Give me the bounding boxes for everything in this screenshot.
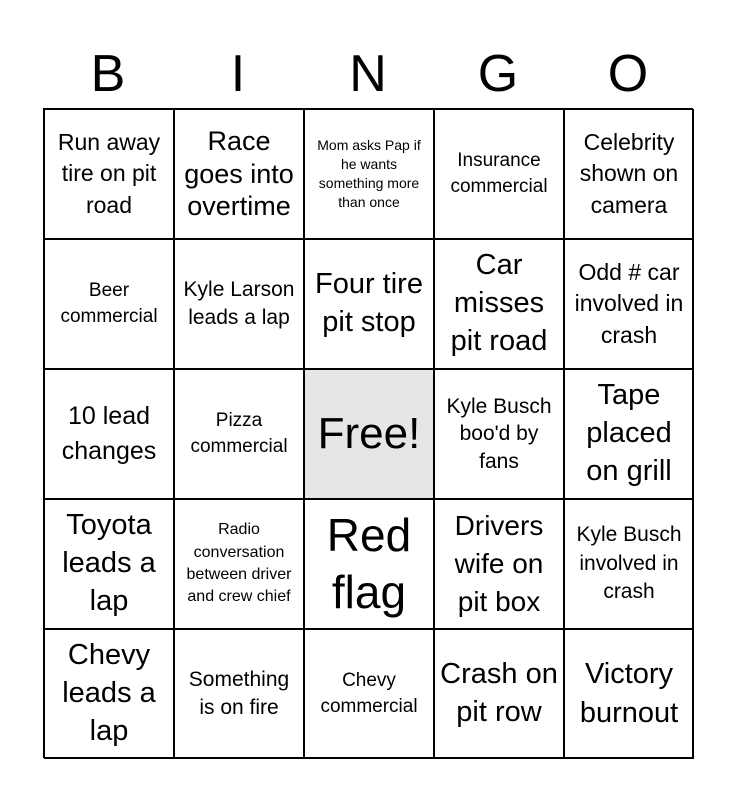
- bingo-cell-text: Drivers wife on pit box: [454, 510, 544, 617]
- bingo-cell-text: Run away tire on pit road: [57, 129, 161, 218]
- bingo-cell-text: Radio conversation between driver and crew chief: [186, 521, 292, 606]
- bingo-cell-text: Something is on fire: [188, 667, 290, 719]
- bingo-cell-text: Odd # car involved in crash: [574, 259, 684, 348]
- bingo-cell-text: Kyle Busch involved in crash: [576, 523, 682, 604]
- bingo-cell[interactable]: [44, 629, 174, 759]
- bingo-cell[interactable]: [434, 109, 564, 239]
- bingo-cell[interactable]: [434, 369, 564, 499]
- bingo-cell[interactable]: [174, 499, 304, 629]
- header-letter-g: G: [477, 45, 519, 103]
- bingo-cell-text: Mom asks Pap if he wants something more than once: [317, 137, 421, 210]
- bingo-cell[interactable]: [174, 109, 304, 239]
- bingo-cell-text: Toyota leads a lap: [62, 509, 156, 617]
- bingo-cell-text: Red flag: [326, 508, 412, 618]
- header-letter-b: B: [90, 45, 126, 103]
- bingo-cell[interactable]: [44, 369, 174, 499]
- bingo-cell[interactable]: [304, 499, 434, 629]
- bingo-header: [43, 40, 693, 108]
- bingo-cell[interactable]: [304, 109, 434, 239]
- bingo-cell[interactable]: [564, 369, 694, 499]
- bingo-cell[interactable]: [564, 239, 694, 369]
- bingo-cell[interactable]: [564, 629, 694, 759]
- header-letter-n: N: [349, 45, 387, 103]
- bingo-cell-text: Celebrity shown on camera: [579, 129, 679, 218]
- bingo-cell[interactable]: [434, 239, 564, 369]
- bingo-cell[interactable]: [304, 239, 434, 369]
- free-space-cell[interactable]: [304, 369, 434, 499]
- header-letter-i: I: [230, 45, 246, 103]
- bingo-cell[interactable]: [564, 499, 694, 629]
- bingo-cell-text: 10 lead changes: [61, 402, 157, 465]
- bingo-cell[interactable]: [174, 369, 304, 499]
- bingo-cell-text: Chevy commercial: [320, 670, 418, 717]
- bingo-cell-text: Tape placed on grill: [586, 379, 672, 487]
- bingo-cell[interactable]: [174, 239, 304, 369]
- header-letter-o: O: [607, 45, 649, 103]
- bingo-cell-text: Chevy leads a lap: [62, 639, 156, 747]
- bingo-cell-text: Kyle Busch boo'd by fans: [446, 395, 552, 473]
- bingo-cell-text: Free!: [317, 408, 421, 458]
- bingo-cell-text: Beer commercial: [60, 280, 158, 327]
- bingo-cell[interactable]: [564, 109, 694, 239]
- bingo-cell[interactable]: [434, 629, 564, 759]
- bingo-cell[interactable]: [44, 109, 174, 239]
- bingo-cell[interactable]: [44, 499, 174, 629]
- bingo-cell[interactable]: [174, 629, 304, 759]
- bingo-cell-text: Insurance commercial: [450, 150, 548, 197]
- bingo-cell-text: Kyle Larson leads a lap: [183, 277, 295, 329]
- bingo-cell[interactable]: [44, 239, 174, 369]
- bingo-card-grid: [43, 108, 693, 758]
- bingo-cell-text: Victory burnout: [579, 657, 679, 729]
- bingo-cell-text: Four tire pit stop: [315, 268, 423, 338]
- bingo-cell[interactable]: [304, 629, 434, 759]
- bingo-cell-text: Race goes into overtime: [184, 126, 294, 222]
- bingo-cell-text: Car misses pit road: [450, 249, 548, 357]
- bingo-cell-text: Crash on pit row: [440, 658, 558, 728]
- bingo-cell-text: Pizza commercial: [190, 410, 288, 457]
- bingo-cell[interactable]: [434, 499, 564, 629]
